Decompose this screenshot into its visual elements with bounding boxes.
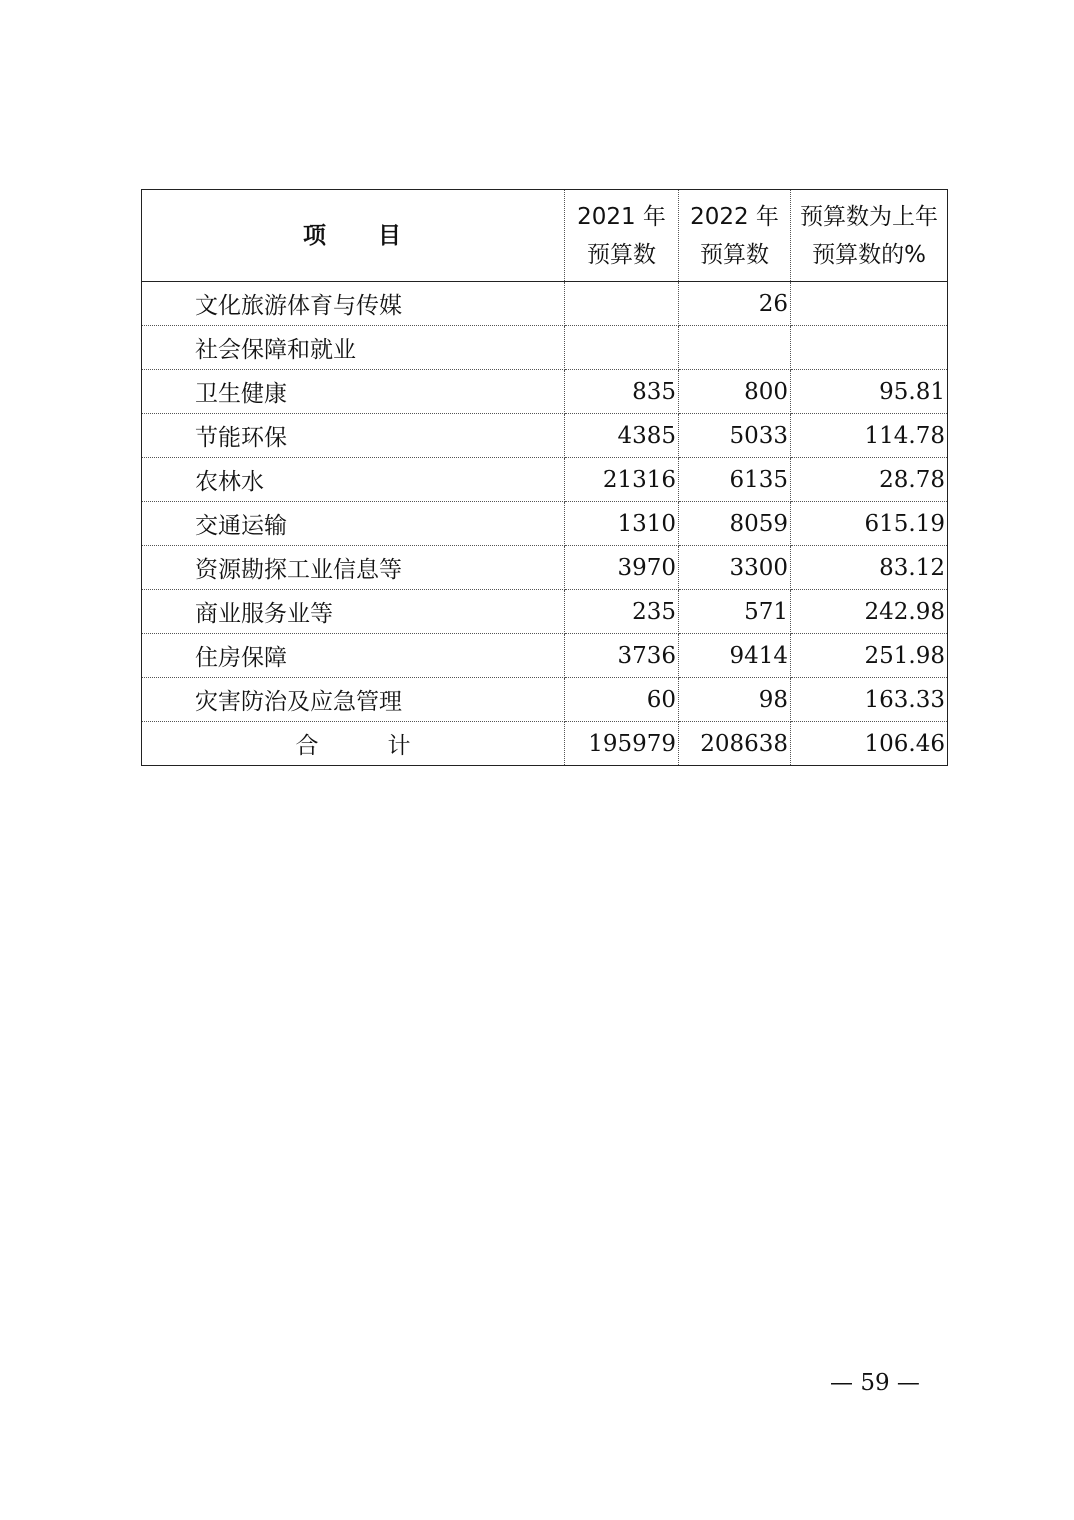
row-2022-value: 6135 xyxy=(679,458,791,502)
row-name: 节能环保 xyxy=(142,414,565,458)
header-2021-line1: 2021 年 xyxy=(577,203,666,230)
row-2021-value: 21316 xyxy=(565,458,679,502)
total-2022-value: 208638 xyxy=(679,722,791,766)
row-2022-value xyxy=(679,326,791,370)
table-header-row xyxy=(142,190,948,282)
row-2022-value: 571 xyxy=(679,590,791,634)
row-name: 交通运输 xyxy=(142,502,565,546)
table-row xyxy=(142,678,948,722)
row-name: 社会保障和就业 xyxy=(142,326,565,370)
header-item: 项 目 xyxy=(142,190,565,282)
row-2022-value: 26 xyxy=(679,282,791,326)
header-ratio xyxy=(791,190,948,282)
row-2021-value xyxy=(565,282,679,326)
table-row xyxy=(142,326,948,370)
row-2021-value: 235 xyxy=(565,590,679,634)
row-name: 农林水 xyxy=(142,458,565,502)
header-2021-budget xyxy=(565,190,679,282)
row-2021-value: 1310 xyxy=(565,502,679,546)
page-number: — 59 — xyxy=(830,1370,920,1396)
header-2021-line2: 预算数 xyxy=(587,241,656,268)
row-ratio-value: 83.12 xyxy=(791,546,948,590)
row-2022-value: 8059 xyxy=(679,502,791,546)
header-2022-line2: 预算数 xyxy=(700,241,769,268)
row-2021-value: 60 xyxy=(565,678,679,722)
table-row xyxy=(142,370,948,414)
row-2021-value: 3736 xyxy=(565,634,679,678)
row-name: 灾害防治及应急管理 xyxy=(142,678,565,722)
row-ratio-value: 28.78 xyxy=(791,458,948,502)
row-2021-value xyxy=(565,326,679,370)
row-ratio-value xyxy=(791,282,948,326)
table-row xyxy=(142,590,948,634)
row-ratio-value: 242.98 xyxy=(791,590,948,634)
row-2021-value: 4385 xyxy=(565,414,679,458)
row-ratio-value xyxy=(791,326,948,370)
table-row xyxy=(142,546,948,590)
row-name: 文化旅游体育与传媒 xyxy=(142,282,565,326)
header-ratio-line2: 预算数的% xyxy=(812,241,926,268)
total-row xyxy=(142,722,948,766)
row-2022-value: 3300 xyxy=(679,546,791,590)
header-2022-line1: 2022 年 xyxy=(690,203,779,230)
table-row xyxy=(142,458,948,502)
row-2022-value: 800 xyxy=(679,370,791,414)
row-name: 商业服务业等 xyxy=(142,590,565,634)
header-2022-budget xyxy=(679,190,791,282)
table-row xyxy=(142,502,948,546)
total-ratio-value: 106.46 xyxy=(864,730,945,757)
row-ratio-value: 163.33 xyxy=(791,678,948,722)
row-ratio-value: 615.19 xyxy=(791,502,948,546)
row-2021-value: 3970 xyxy=(565,546,679,590)
row-2022-value: 5033 xyxy=(679,414,791,458)
row-2022-value: 98 xyxy=(679,678,791,722)
row-2022-value: 9414 xyxy=(679,634,791,678)
total-2021-value: 195979 xyxy=(565,722,679,766)
row-2021-value: 835 xyxy=(565,370,679,414)
row-ratio-value: 95.81 xyxy=(791,370,948,414)
row-ratio-value: 114.78 xyxy=(791,414,948,458)
total-label: 合 计 xyxy=(142,722,565,766)
row-name: 住房保障 xyxy=(142,634,565,678)
row-name: 资源勘探工业信息等 xyxy=(142,546,565,590)
row-name: 卫生健康 xyxy=(142,370,565,414)
table-row xyxy=(142,282,948,326)
budget-table xyxy=(141,189,948,766)
header-ratio-line1: 预算数为上年 xyxy=(800,203,938,230)
table-row xyxy=(142,634,948,678)
table-row xyxy=(142,414,948,458)
row-ratio-value: 251.98 xyxy=(791,634,948,678)
